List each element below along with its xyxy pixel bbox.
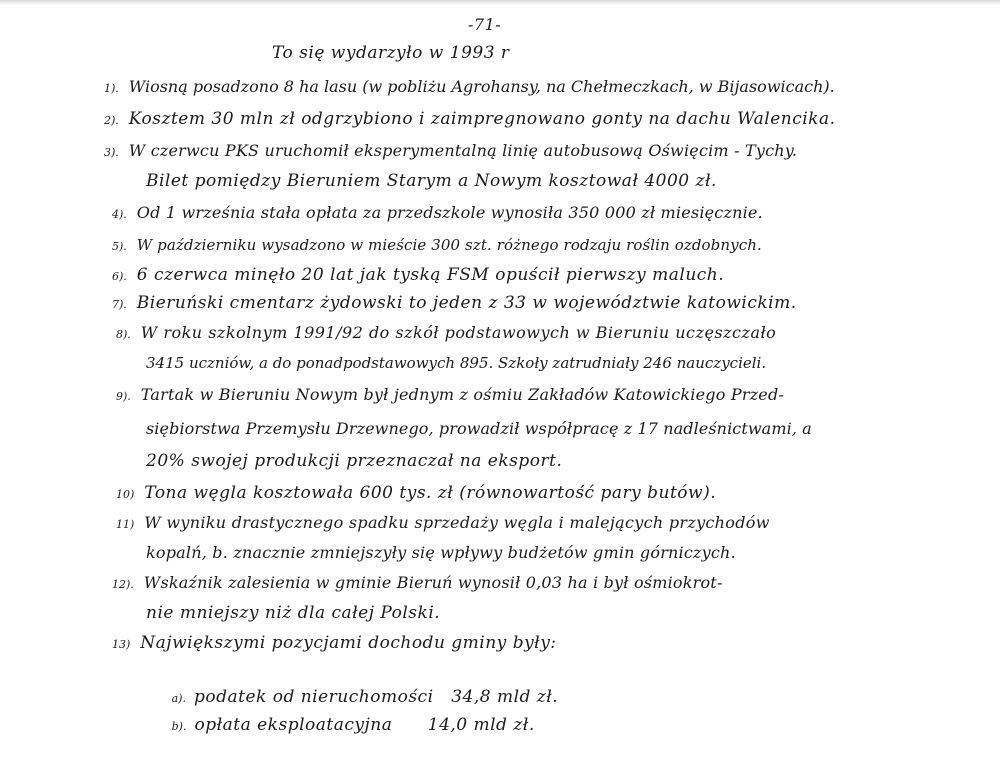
item-number: 5).	[112, 240, 127, 253]
item-continuation: 20% swojej produkcji przeznaczał na eksport.	[146, 451, 563, 471]
item-text: Tona węgla kosztowała 600 tys. zł (równowartość pary butów).	[144, 483, 717, 503]
item-text: Od 1 września stała opłata za przedszkole wynosiła 350 000 zł miesięcznie.	[136, 203, 763, 222]
list-item	[112, 264, 724, 288]
list-item	[112, 202, 763, 226]
list-item	[116, 384, 784, 408]
item-text: Największymi pozycjami dochodu gminy były:	[140, 633, 557, 653]
item-number: 2).	[104, 114, 119, 127]
item-text: W roku szkolnym 1991/92 do szkół podstawowych w Bieruniu uczęszczało	[140, 323, 777, 342]
item-number: 9).	[116, 390, 131, 403]
item-number: 3).	[104, 146, 119, 159]
sub-item-text: opłata eksploatacyjna 14,0 mld zł.	[194, 715, 535, 735]
item-number: 12).	[112, 578, 134, 591]
item-text: Bieruński cmentarz żydowski to jeden z 33 w województwie katowickim.	[136, 293, 797, 313]
item-number: 4).	[112, 208, 127, 221]
item-text: W październiku wysadzono w mieście 300 szt. różnego rodzaju roślin ozdobnych.	[136, 236, 762, 254]
list-item	[116, 512, 770, 536]
sub-item-letter: b).	[171, 720, 187, 733]
item-text: W wyniku drastycznego spadku sprzedaży węgla i malejących przychodów	[144, 513, 770, 532]
list-item	[104, 108, 836, 132]
item-text: Kosztem 30 mln zł odgrzybiono i zaimpregnowano gonty na dachu Walencika.	[128, 109, 836, 129]
page-heading: To się wydarzyło w 1993 r	[272, 43, 510, 63]
item-number: 7).	[112, 298, 127, 311]
list-item	[116, 482, 716, 506]
item-number: 10)	[116, 488, 135, 501]
item-number: 11)	[116, 518, 135, 531]
item-continuation: kopalń, b. znacznie zmniejszyły się wpływy budżetów gmin górniczych.	[146, 543, 736, 562]
list-item	[116, 322, 776, 346]
list-item	[112, 234, 762, 258]
list-item	[112, 632, 557, 656]
item-number: 8).	[116, 328, 131, 341]
page-number: -71-	[468, 15, 502, 34]
item-text: Wskaźnik zalesienia w gminie Bieruń wynosił 0,03 ha i był ośmiokrot-	[143, 573, 723, 592]
item-continuation: Bilet pomiędzy Bieruniem Starym a Nowym kosztował 4000 zł.	[146, 171, 717, 191]
list-item	[112, 572, 723, 596]
item-number: 1).	[104, 82, 119, 95]
item-text: Wiosną posadzono 8 ha lasu (w pobliżu Agrohansy, na Chełmeczkach, w Bijasowicach).	[128, 77, 835, 96]
item-text: W czerwcu PKS uruchomił eksperymentalną linię autobusową Oświęcim - Tychy.	[128, 141, 798, 160]
list-item	[104, 76, 835, 100]
sub-item	[148, 692, 535, 760]
scan-edge	[0, 0, 1000, 5]
item-continuation: siębiorstwa Przemysłu Drzewnego, prowadził współpracę z 17 nadleśnictwami, a	[146, 419, 812, 438]
sub-item-text: podatek od nieruchomości 34,8 mld zł.	[193, 687, 559, 707]
item-number: 6).	[112, 270, 127, 283]
item-text: 6 czerwca minęło 20 lat jak tyską FSM opuścił pierwszy maluch.	[136, 265, 725, 285]
list-item	[112, 292, 797, 316]
item-continuation: nie mniejszy niż dla całej Polski.	[146, 603, 441, 623]
list-item	[104, 140, 797, 164]
item-text: Tartak w Bieruniu Nowym był jednym z ośmiu Zakładów Katowickiego Przed-	[140, 385, 785, 404]
item-continuation: 3415 uczniów, a do ponadpodstawowych 895. Szkoły zatrudniały 246 nauczycieli.	[146, 354, 767, 372]
sub-item-letter: a).	[171, 692, 186, 705]
item-number: 13)	[112, 638, 131, 651]
